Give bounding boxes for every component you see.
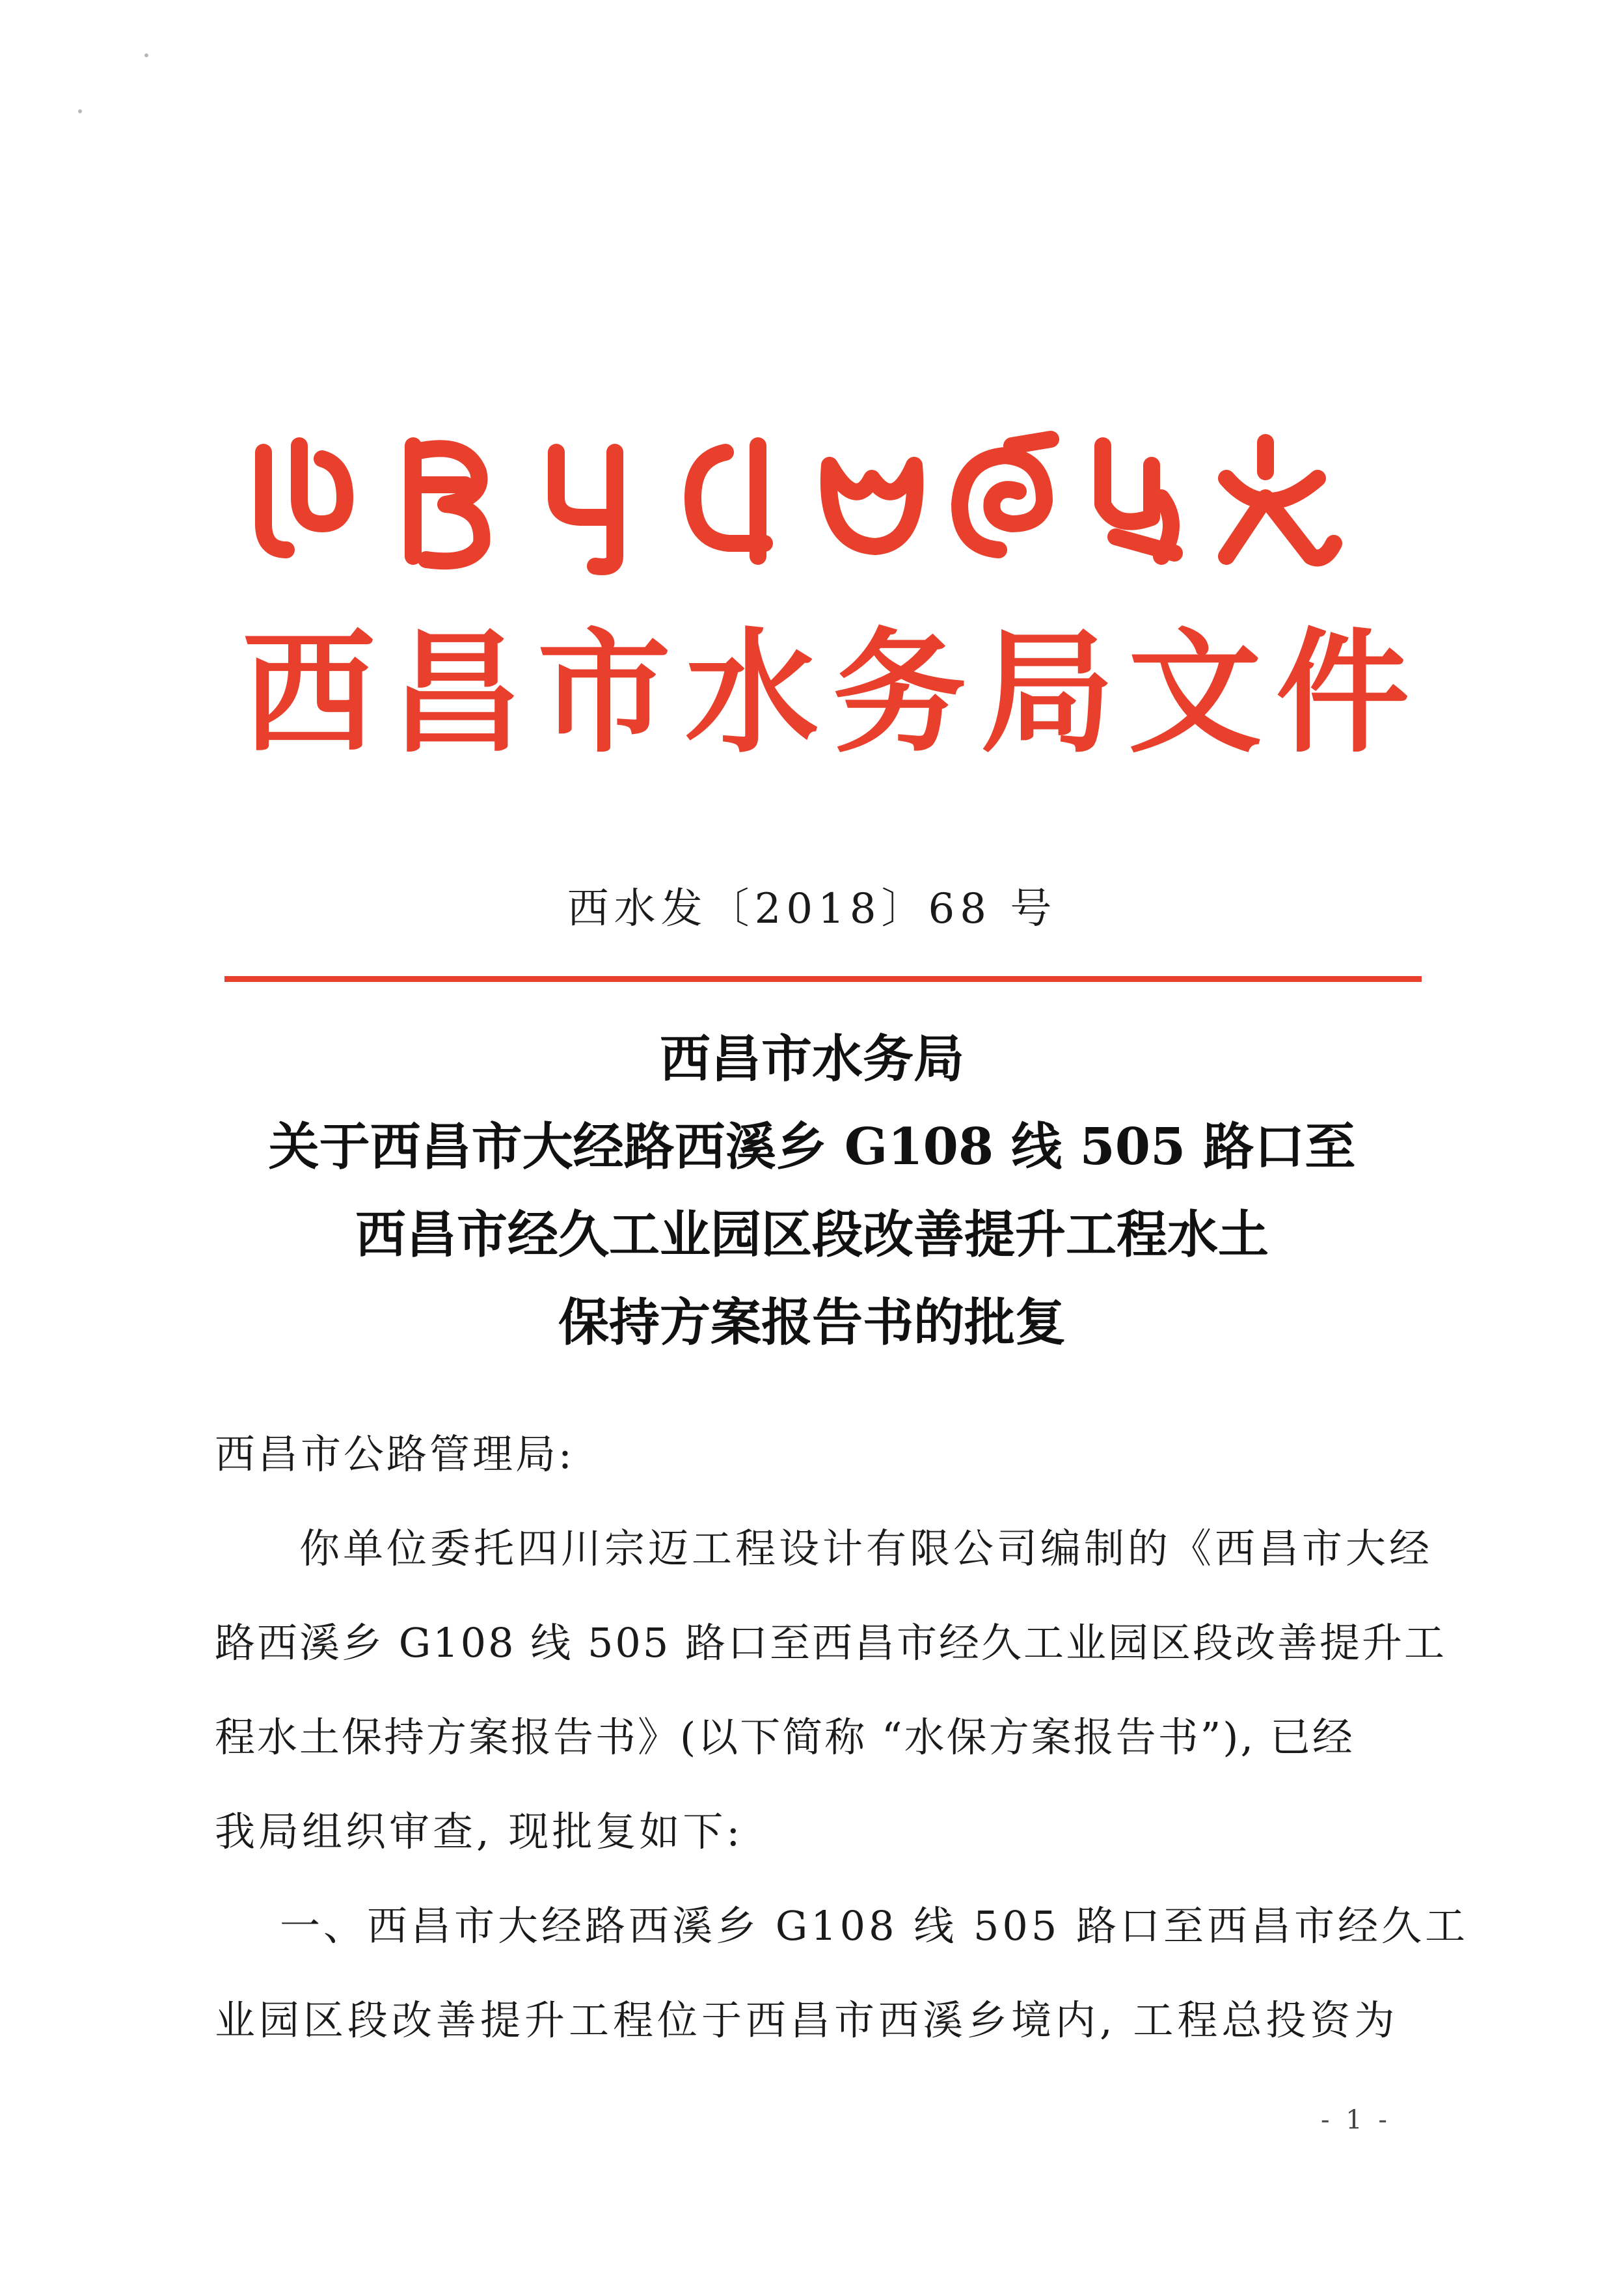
yi-script-header: [250, 426, 1405, 582]
page-number: - 1 -: [1321, 2105, 1391, 2135]
subject-line: 西昌市水务局: [659, 1029, 964, 1089]
red-divider-line: [224, 976, 1422, 982]
body-line: 我局组织审查, 现批复如下:: [215, 1808, 744, 1855]
issuer-title: 西昌市水务局文件: [242, 615, 1424, 771]
subject-line: 西昌市经久工业园区段改善提升工程水土: [355, 1205, 1269, 1264]
yi-script-glyphs: [250, 426, 1405, 582]
document-number: 西水发〔2018〕68 号: [567, 885, 1057, 933]
body-line: 你单位委托四川宗迈工程设计有限公司编制的《西昌市大经: [299, 1525, 1433, 1572]
body-line: 程水土保持方案报告书》(以下简称 “水保方案报告书”), 已经: [215, 1713, 1355, 1761]
addressee: 西昌市公路管理局:: [215, 1430, 575, 1478]
subject-line: 关于西昌市大经路西溪乡 G108 线 505 路口至: [268, 1117, 1356, 1177]
subject-heading: [0, 1015, 1624, 1367]
body-line: 一、西昌市大经路西溪乡 G108 线 505 路口至西昌市经久工: [280, 1902, 1469, 1950]
scan-speck: [78, 109, 82, 113]
body-line: 路西溪乡 G108 线 505 路口至西昌市经久工业园区段改善提升工: [215, 1619, 1447, 1667]
scan-speck: [144, 53, 148, 57]
subject-line: 保持方案报告书的批复: [558, 1293, 1066, 1352]
body-line: 业园区段改善提升工程位于西昌市西溪乡境内, 工程总投资为: [215, 1996, 1399, 2044]
